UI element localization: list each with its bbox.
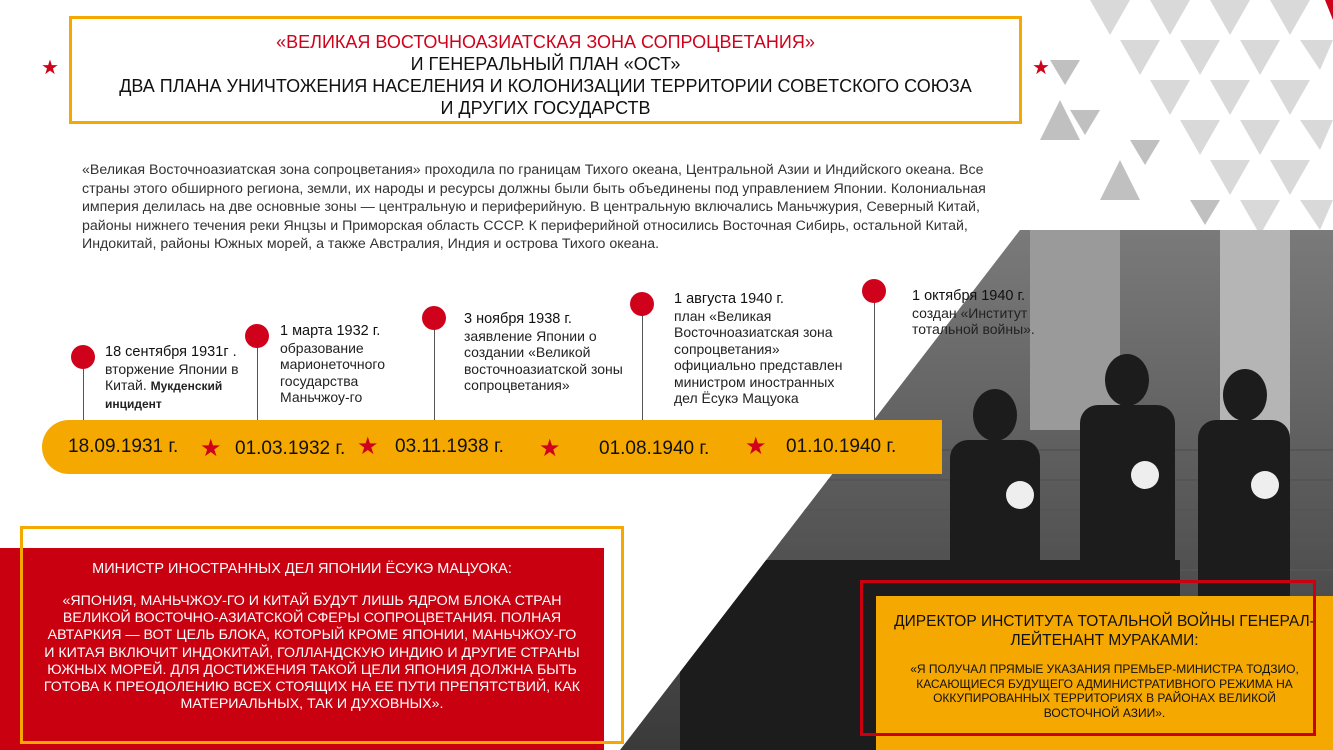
quote-text: «ЯПОНИЯ, МАНЬЧЖОУ-ГО И КИТАЙ БУДУТ ЛИШЬ ЯДРОМ БЛОКА СТРАН ВЕЛИКОЙ ВОСТОЧНО-АЗИАТСКОЙ СФЕРЫ СОПРОЦВЕТАНИЯ. ПОЛНАЯ АВТАРКИЯ — ВОТ ЦЕЛЬ БЛОКА, КОТОРЫЙ КРОМЕ ЯПОНИИ, МАНЬЧЖОУ-ГО И КИТАЯ ВКЛЮЧИТ ИНДОКИТАЙ, ГОЛЛАНДСКУЮ ИНДИЮ И ДРУГИЕ СТРАНЫ ЮЖНЫХ МОРЕЙ. ДЛЯ ДОСТИЖЕНИЯ ТАКОЙ ЦЕЛИ ЯПОНИЯ ДОЛЖНА БЫТЬ ГОТОВА К ПРЕОДОЛЕНИЮ ВСЕХ СТОЯЩИХ НА ЕЕ ПУТИ ПРЕПЯТСТВИЙ, КАК МАТЕРИАЛЬНЫХ, ТАК И ДУХОВНЫХ».	[43, 593, 581, 713]
event-date: 1 марта 1932 г.	[280, 323, 381, 339]
timeline-event	[464, 311, 624, 394]
event-note: Мукденский инцидент	[105, 379, 223, 411]
timeline-event	[105, 344, 245, 412]
event-text: вторжение Японии в Китай.	[105, 360, 239, 393]
quote-heading: ДИРЕКТОР ИНСТИТУТА ТОТАЛЬНОЙ ВОЙНЫ ГЕНЕРАЛ-ЛЕЙТЕНАНТ МУРАКАМИ:	[894, 613, 1315, 649]
timeline-event	[912, 288, 1042, 338]
intro-paragraph: «Великая Восточноазиатская зона сопроцветания» проходила по границам Тихого океана, Центральной Азии и Индийского океана. Все страны этого обширного региона, земли, их народы и ресурсы должны были быть объединены под управлением Японии. Колониальная империя делилась на две основные зоны — центральную и периферийную. В центральную включались Маньчжурия, Северный Китай, районы нижнего течения реки Янцзы и Приморская область СССР. К периферийной относились Восточная Сибирь, остальной Китай, Индокитай, районы Южных морей, а также Австралия, Индия и острова Тихого океана.	[82, 162, 986, 252]
timeline-marker	[245, 324, 269, 348]
event-date: 1 октября 1940 г.	[912, 288, 1026, 304]
event-date: 3 ноября 1938 г.	[464, 311, 572, 327]
timeline-date: 01.03.1932 г.	[235, 438, 346, 459]
timeline-event	[674, 291, 856, 407]
timeline-tick	[83, 368, 84, 420]
timeline-tick	[874, 301, 875, 420]
event-text: план «Великая Восточноазиатская зона сопроцветания» официально представлен министром иностранных дел Ёсукэ Мацуока	[674, 307, 843, 406]
header-line-4: И ДРУГИХ ГОСУДАРСТВ	[440, 98, 651, 118]
timeline-tick	[642, 314, 643, 420]
event-text: создан «Институт тотальной войны».	[912, 304, 1035, 337]
event-date: 1 августа 1940 г.	[674, 291, 784, 307]
star-icon: ★	[745, 433, 767, 460]
timeline-tick	[257, 347, 258, 420]
star-icon: ★	[357, 433, 379, 460]
header-title-box	[69, 16, 1022, 124]
timeline-date: 03.11.1938 г.	[395, 436, 504, 457]
timeline-marker	[71, 345, 95, 369]
header-line-3: ДВА ПЛАНА УНИЧТОЖЕНИЯ НАСЕЛЕНИЯ И КОЛОНИЗАЦИИ ТЕРРИТОРИИ СОВЕТСКОГО СОЮЗА	[119, 76, 972, 96]
star-icon: ★	[200, 435, 222, 462]
quote-frame	[20, 526, 624, 744]
timeline-marker	[630, 292, 654, 316]
timeline-date: 01.08.1940 г.	[599, 438, 710, 459]
star-icon: ★	[41, 57, 59, 79]
timeline-marker	[422, 306, 446, 330]
header-line-1: «ВЕЛИКАЯ ВОСТОЧНОАЗИАТСКАЯ ЗОНА СОПРОЦВЕТАНИЯ»	[276, 32, 815, 52]
timeline-date: 18.09.1931 г.	[68, 436, 179, 457]
header-line-2: И ГЕНЕРАЛЬНЫЙ ПЛАН «ОСТ»	[410, 54, 681, 74]
quote-heading: МИНИСТР ИНОСТРАННЫХ ДЕЛ ЯПОНИИ ЁСУКЭ МАЦУОКА:	[92, 561, 512, 577]
quote-frame	[860, 580, 1316, 736]
star-icon: ★	[539, 435, 561, 462]
event-date: 18 сентября 1931г .	[105, 344, 237, 360]
event-text: заявление Японии о создании «Великой восточноазиатской зоны сопроцветания»	[464, 327, 623, 393]
timeline-event	[280, 323, 415, 406]
timeline-marker	[862, 279, 886, 303]
quote-text: «Я ПОЛУЧАЛ ПРЯМЫЕ УКАЗАНИЯ ПРЕМЬЕР-МИНИСТРА ТОДЗИО, КАСАЮЩИЕСЯ БУДУЩЕГО АДМИНИСТРАТИВНОГО РЕЖИМА НА ОККУПИРОВАННЫХ ТЕРРИТОРИЯХ В РАЙОНАХ ВЕЛИКОЙ ВОСТОЧНОЙ АЗИИ».	[910, 662, 1299, 720]
star-icon: ★	[1032, 57, 1050, 79]
timeline-tick	[434, 328, 435, 420]
timeline-date: 01.10.1940 г.	[786, 436, 897, 457]
event-text: образование марионеточного государства Маньчжоу-го	[280, 339, 385, 405]
